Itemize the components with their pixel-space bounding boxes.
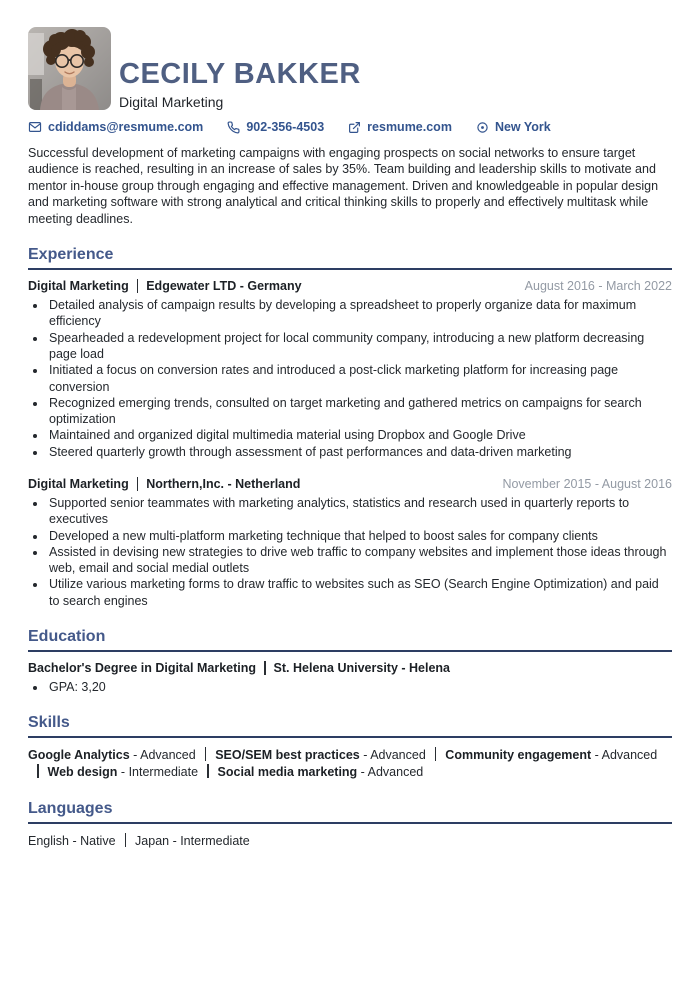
skill-level: Intermediate (128, 765, 199, 780)
job-bullet: • Assisted in devising new strategies to drive web traffic to company websites and implement those ideas through web, email and social medial outlets (47, 544, 672, 577)
skill-name: SEO/SEM best practices (215, 748, 360, 763)
separator-bar (207, 764, 209, 778)
job-role: Digital Marketing (28, 279, 129, 294)
skill-dash: - (120, 765, 126, 780)
separator-bar (37, 764, 39, 778)
job-bullet: • Maintained and organized digital multimedia material using Dropbox and Google Drive (47, 427, 672, 443)
separator-bar (137, 477, 139, 491)
school-name: St. Helena University - Helena (273, 661, 450, 676)
separator-bar (264, 661, 266, 675)
job-bullet: • Supported senior teammates with marketing analytics, statistics and research used in quarterly reports to executives (47, 495, 672, 528)
header-text (119, 59, 361, 110)
language-item: Japan - Intermediate (135, 834, 250, 849)
contact-row (28, 120, 672, 134)
degree-name: Bachelor's Degree in Digital Marketing (28, 661, 257, 676)
job-bullet: • Initiated a focus on conversion rates and introduced a post-click marketing platform for increasing page conversion (47, 362, 672, 395)
candidate-job-title: Digital Marketing (119, 94, 224, 110)
job-bullet: • Steered quarterly growth through assessment of past performances and data-driven marketing (47, 444, 672, 460)
contact-phone[interactable] (227, 120, 324, 134)
language-item: English - Native (28, 834, 116, 849)
skill-name: Community engagement (445, 748, 592, 763)
profile-photo-illustration (28, 27, 111, 110)
skill-level: Advanced (367, 765, 424, 780)
experience-entry (28, 477, 672, 609)
section-languages (28, 800, 672, 850)
contact-email-text: cdiddams@resmume.com (48, 120, 204, 134)
job-bullet: • Recognized emerging trends, consulted on target marketing and gathered metrics on campaigns for search optimization (47, 395, 672, 428)
separator-bar (125, 833, 127, 847)
email-icon (28, 120, 42, 134)
education-bullet-list (28, 679, 672, 695)
contact-location-text: New York (494, 120, 551, 134)
job-bullet-list (28, 495, 672, 609)
job-role: Digital Marketing (28, 477, 129, 491)
job-bullet: • Utilize various marketing forms to draw traffic to websites such as SEO (Search Engine Optimization) and paid to search engines (47, 576, 672, 609)
skill-name: Social media marketing (217, 765, 358, 780)
header (28, 27, 672, 110)
separator-bar (205, 747, 207, 761)
profile-photo (28, 27, 111, 110)
job-company: Northern,Inc. - Netherland (146, 477, 301, 491)
section-experience (28, 246, 672, 609)
section-skills (28, 714, 672, 781)
skill-dash: - (594, 748, 599, 763)
skill-dash: - (133, 748, 138, 763)
contact-website-text: resmume.com (367, 120, 452, 134)
experience-entry (28, 279, 672, 460)
experience-heading: Experience (28, 246, 672, 270)
education-entry (28, 661, 672, 695)
job-company: Edgewater LTD - Germany (146, 279, 302, 294)
contact-email[interactable] (28, 120, 203, 134)
skill-level: Advanced (370, 748, 426, 763)
summary-paragraph: Successful development of marketing campaigns with engaging prospects on social networks to ensure target audience is reached, resulting in an increase of sales by 35%. Team building and leadership skills to motivate and mentor in-house group through engaging and effective management. Driven and knowledgeable in popular design and marketing software with strong analytical and critical thinking skills to properly and effectively multitask while meeting deadlines. (28, 146, 659, 226)
job-bullet: • Developed a new multi-platform marketing technique that helped to boost sales for company clients (47, 528, 672, 544)
languages-heading: Languages (28, 800, 672, 824)
section-education (28, 628, 672, 695)
skill-name: Google Analytics (28, 748, 130, 763)
candidate-name: CECILY BAKKER (119, 58, 361, 91)
skill-name: Web design (47, 765, 118, 780)
separator-bar (435, 747, 437, 761)
job-bullet: • Detailed analysis of campaign results by developing a spreadsheet to properly organize data for maximum efficiency (47, 297, 672, 330)
phone-icon (227, 121, 240, 134)
education-bullet: • GPA: 3,20 (47, 679, 672, 695)
skill-level: Advanced (601, 748, 658, 763)
contact-location (476, 120, 551, 134)
skills-list (28, 747, 672, 781)
job-dates: November 2015 - August 2016 (502, 477, 672, 491)
location-icon (476, 121, 489, 134)
education-heading: Education (28, 628, 672, 652)
external-link-icon (348, 121, 361, 134)
contact-phone-text: 902-356-4503 (246, 120, 325, 134)
skill-dash: - (360, 765, 365, 780)
contact-website[interactable] (348, 120, 452, 134)
skill-dash: - (363, 748, 368, 763)
languages-list (28, 833, 672, 850)
job-bullet-list (28, 297, 672, 460)
job-bullet: • Spearheaded a redevelopment project for local community company, introducing a new platform decreasing page load (47, 330, 672, 363)
skills-heading: Skills (28, 714, 672, 738)
separator-bar (137, 279, 139, 293)
skill-level: Advanced (140, 748, 196, 763)
job-dates: August 2016 - March 2022 (524, 279, 672, 294)
